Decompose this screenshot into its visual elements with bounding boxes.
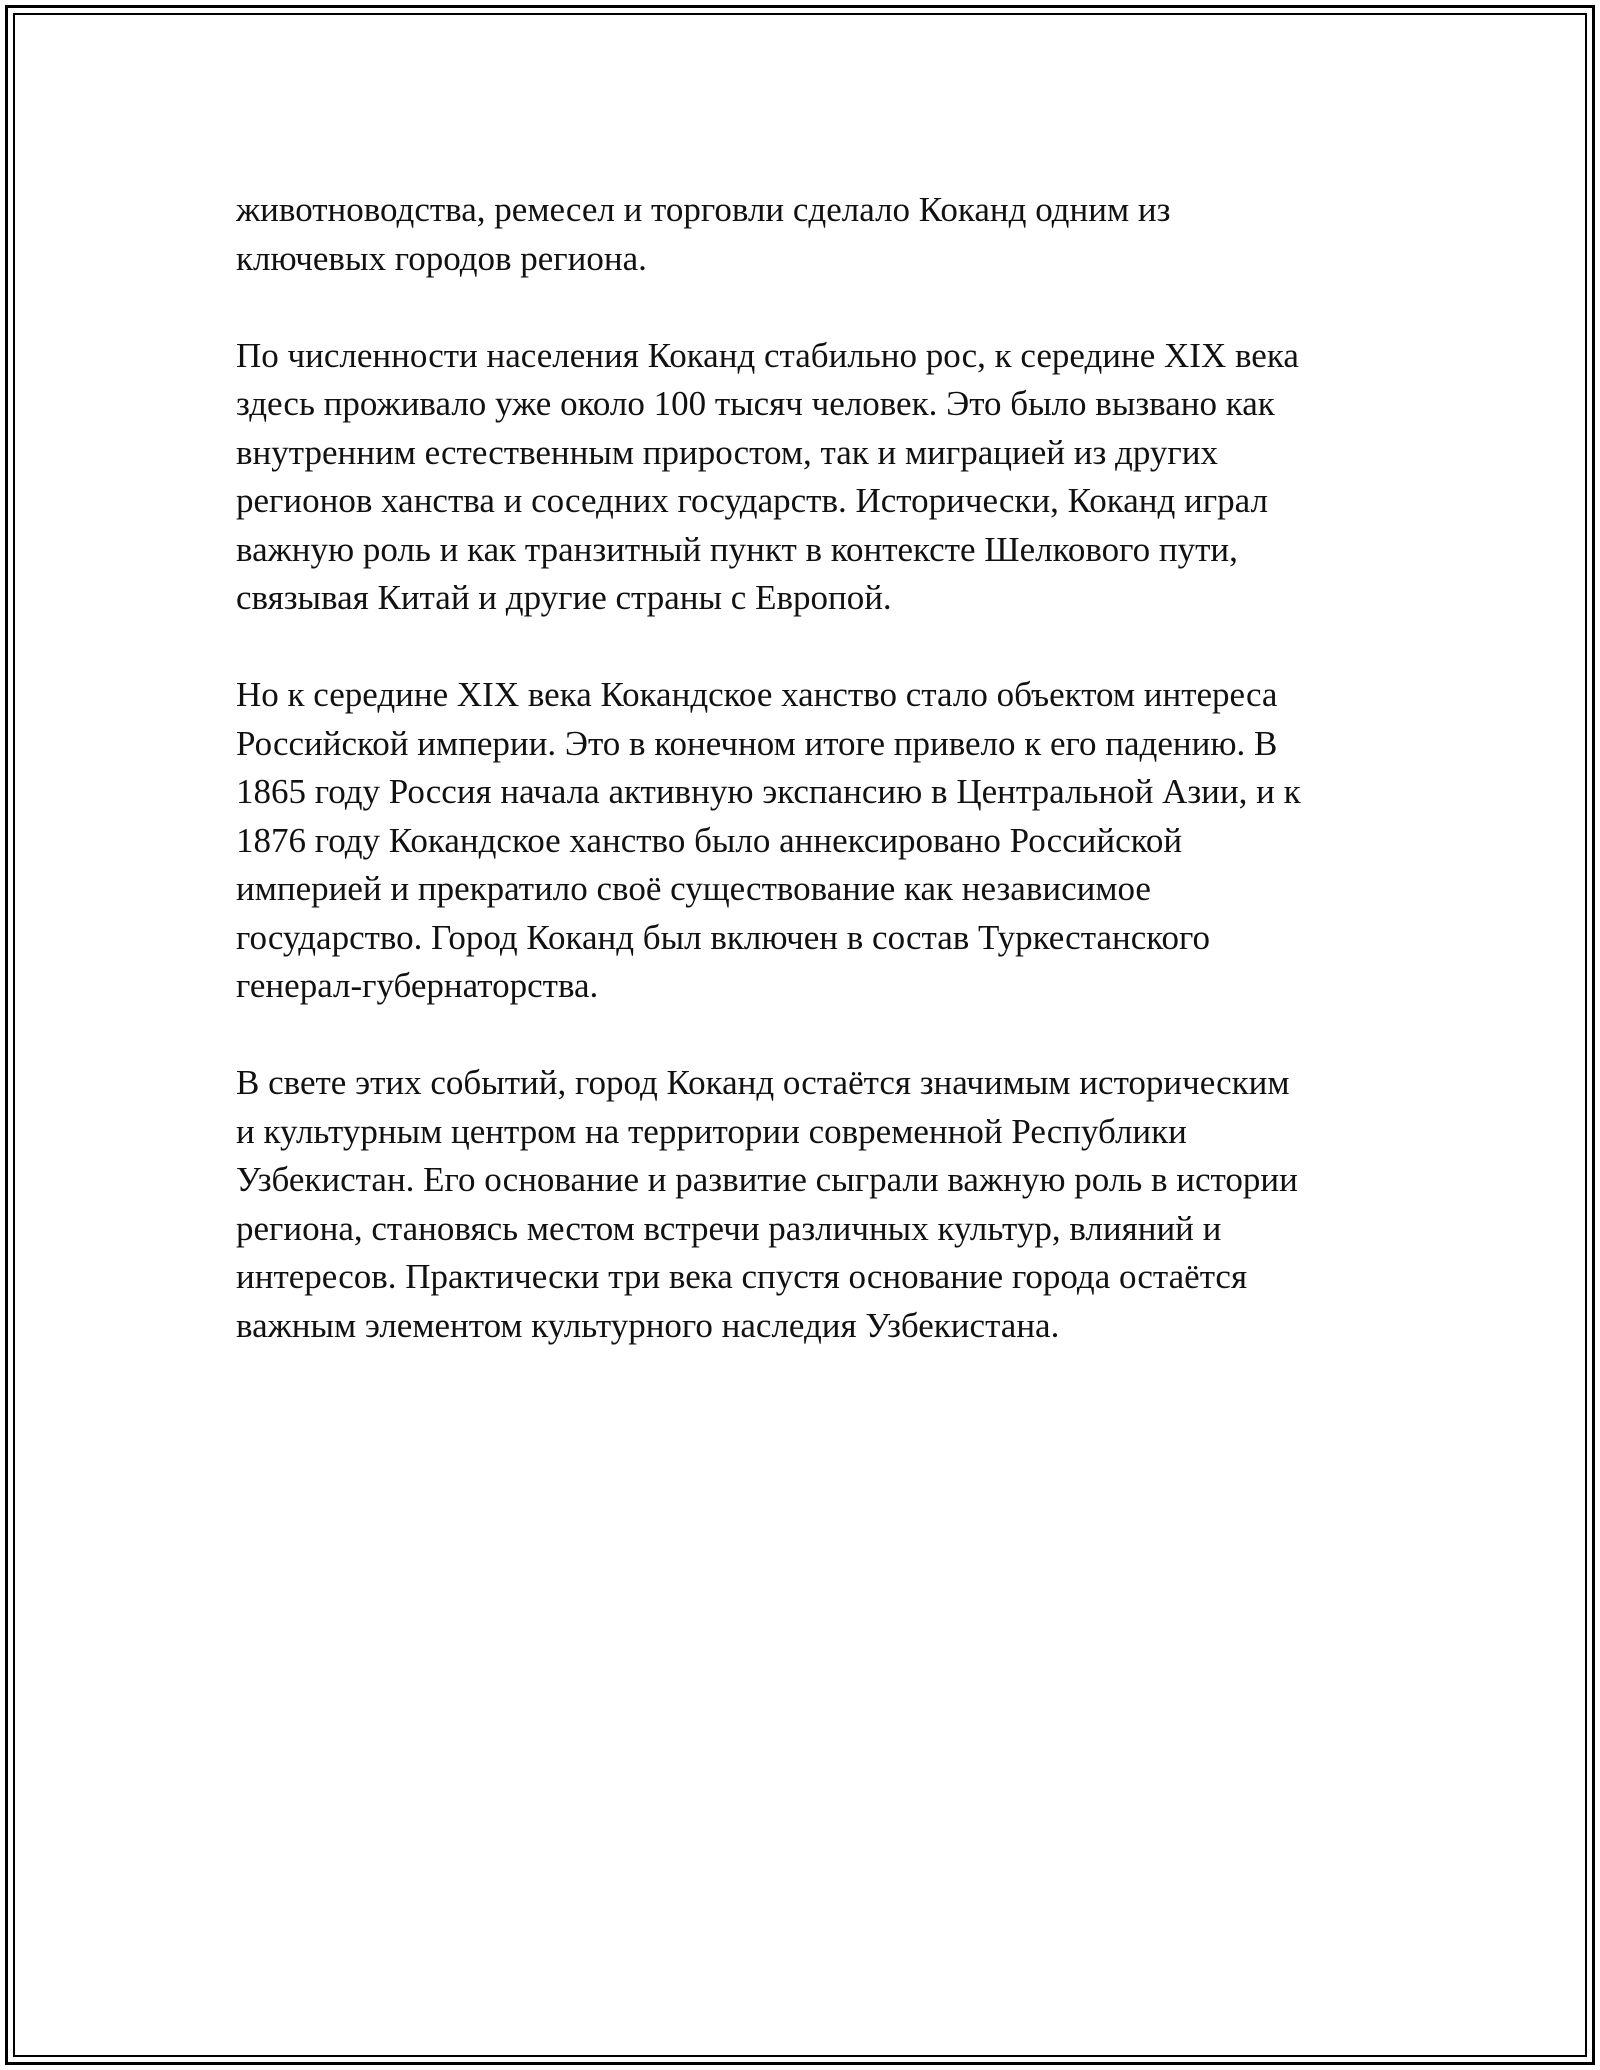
paragraph-line: регионов ханства и соседних государств. Исторически, Коканд играл [236, 481, 1268, 520]
paragraph-4 [236, 1059, 1416, 1350]
paragraph-line: 1865 году Россия начала активную экспансию в Центральной Азии, и к [236, 772, 1301, 811]
paragraph-line: важным элементом культурного наследия Узбекистана. [236, 1305, 1060, 1345]
paragraph-line: По численности населения Коканд стабильно рос, к середине XIX века [236, 335, 1299, 375]
paragraph-1 [236, 186, 1416, 283]
paragraph-line: региона, становясь местом встречи различных культур, влияний и [236, 1208, 1222, 1248]
paragraph-line: государство. Город Коканд был включен в состав Туркестанского [236, 917, 1210, 957]
document-body [236, 186, 1416, 1399]
paragraph-line: и культурным центром на территории современной Республики [236, 1111, 1187, 1151]
paragraph-line: ключевых городов региона. [236, 238, 647, 278]
paragraph-line: животноводства, ремесел и торговли сделало Коканд одним из [236, 190, 1171, 229]
paragraph-line: внутренним естественным приростом, так и миграцией из других [236, 432, 1218, 472]
paragraph-line: интересов. Практически три века спустя основание города остаётся [236, 1257, 1248, 1296]
paragraph-line: В свете этих событий, город Коканд остаётся значимым историческим [236, 1063, 1290, 1102]
paragraph-line: Но к середине XIX века Кокандское ханство стало объектом интереса [236, 675, 1278, 714]
paragraph-line: здесь проживало уже около 100 тысяч человек. Это было вызвано как [236, 384, 1275, 423]
paragraph-3 [236, 671, 1416, 1011]
paragraph-line: империей и прекратило своё существование как независимое [236, 869, 1151, 908]
paragraph-line: Узбекистан. Его основание и развитие сыграли важную роль в истории [236, 1160, 1298, 1199]
paragraph-line: 1876 году Кокандское ханство было аннексировано Российской [236, 820, 1183, 860]
paragraph-2 [236, 332, 1416, 623]
paragraph-line: связывая Китай и другие страны с Европой. [236, 578, 892, 617]
paragraph-line: важную роль и как транзитный пункт в контексте Шелкового пути, [236, 529, 1238, 569]
paragraph-line: Российской империи. Это в конечном итоге привело к его падению. В [236, 723, 1278, 763]
paragraph-line: генерал-губернаторства. [236, 966, 599, 1005]
